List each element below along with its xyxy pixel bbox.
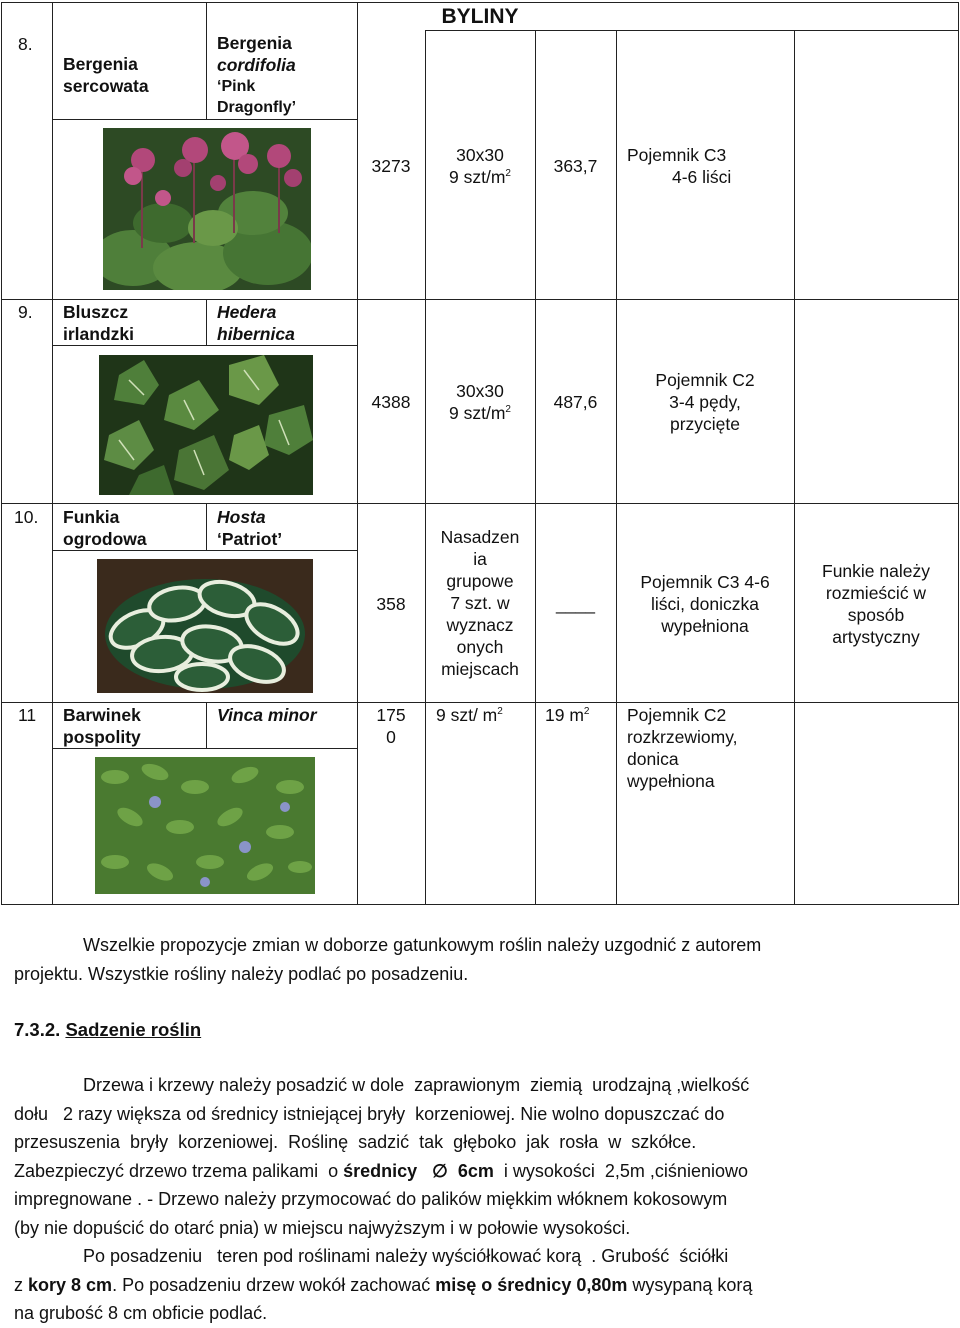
row-number: 8. [18, 34, 33, 54]
latin-name: Hosta ‘Patriot’ [217, 507, 283, 549]
common-name: Bergenia sercowata [63, 54, 149, 96]
spacing: 30x30 9 szt/$m^2$ [449, 381, 511, 423]
area: 363,7 [553, 156, 598, 176]
bergenia-photo [103, 128, 311, 290]
table-title: BYLINY [441, 5, 519, 28]
quantity: 4388 [371, 392, 411, 412]
note: Funkie należy rozmieścić w sposób artystyczny [822, 561, 930, 647]
row-number: 11 [18, 705, 37, 725]
common-name: Bluszcz irlandzki [63, 302, 134, 344]
quantity: 3273 [371, 156, 411, 176]
paragraph-planting: Drzewa i krzewy należy posadzić w dole zaprawionym ziemią urodzajną ,wielkość dołu 2 razy większa od średnicy istniejącej bryły korzeniowej. Nie wolno dopuszczać do przesuszenia bryły korzeniowej. Roślinę sadzić tak głęboko jak rosła w szkółce. Zabezpieczyć drzewo trzema palikami o średnicy ∅ 6cm i wysokości 2,5m ,ciśnieniowo impregnowane . - Drzewo należy przymocować do palików miękkim włóknem kokosowym (by nie dopuścić do otarć pnia) w miejscu najwyższym i w połowie wysokości. Po posadzeniu teren pod roślinami należy wyściółkować korą . Grubość ściółki z kory 8 cm. Po posadzeniu drzew wokół zachować misę o średnicy 0,80m wysypaną korą na grubość 8 cm obficie podlać. [14, 1075, 753, 1323]
spacing: 9 szt/ $m^2$ [436, 705, 503, 725]
area: 487,6 [553, 392, 598, 412]
specification: Pojemnik C3 4-6 liści, doniczka wypełniona [640, 572, 770, 636]
spacing: Nasadzen ia grupowe 7 szt. w wyznacz onych miejscach [440, 527, 520, 679]
hosta-photo [97, 559, 313, 693]
paragraph-changes: Wszelkie propozycje zmian w doborze gatunkowym roślin należy uzgodnić z autorem projektu. Wszystkie rośliny należy podlać po posadzeniu. [14, 935, 762, 984]
specification: Pojemnik C2 rozkrzewiomy, donica wypełniona [627, 705, 738, 791]
common-name: Barwinek pospolity [63, 705, 141, 747]
quantity: 358 [376, 594, 406, 614]
row-number: 9. [18, 302, 33, 322]
area: ____ [556, 594, 595, 614]
latin-name: Hedera hibernica [217, 302, 295, 344]
row-number: 10. [14, 507, 39, 527]
latin-name: Vinca minor [217, 705, 317, 725]
section-heading: 7.3.2. Sadzenie roślin [14, 1019, 202, 1040]
vinca-photo [95, 757, 315, 894]
spacing: 30x30 9 szt/$m^2$ [449, 145, 511, 187]
area: 19 $m^2$ [545, 705, 590, 725]
latin-name: Bergenia cordifolia ‘Pink Dragonfly’ [217, 33, 297, 116]
quantity: 175 0 [376, 705, 406, 747]
hedera-photo [99, 355, 313, 495]
common-name: Funkia ogrodowa [63, 507, 147, 549]
specification: Pojemnik C3 4-6 liści [627, 145, 732, 187]
specification: Pojemnik C2 3-4 pędy, przycięte [655, 370, 755, 434]
